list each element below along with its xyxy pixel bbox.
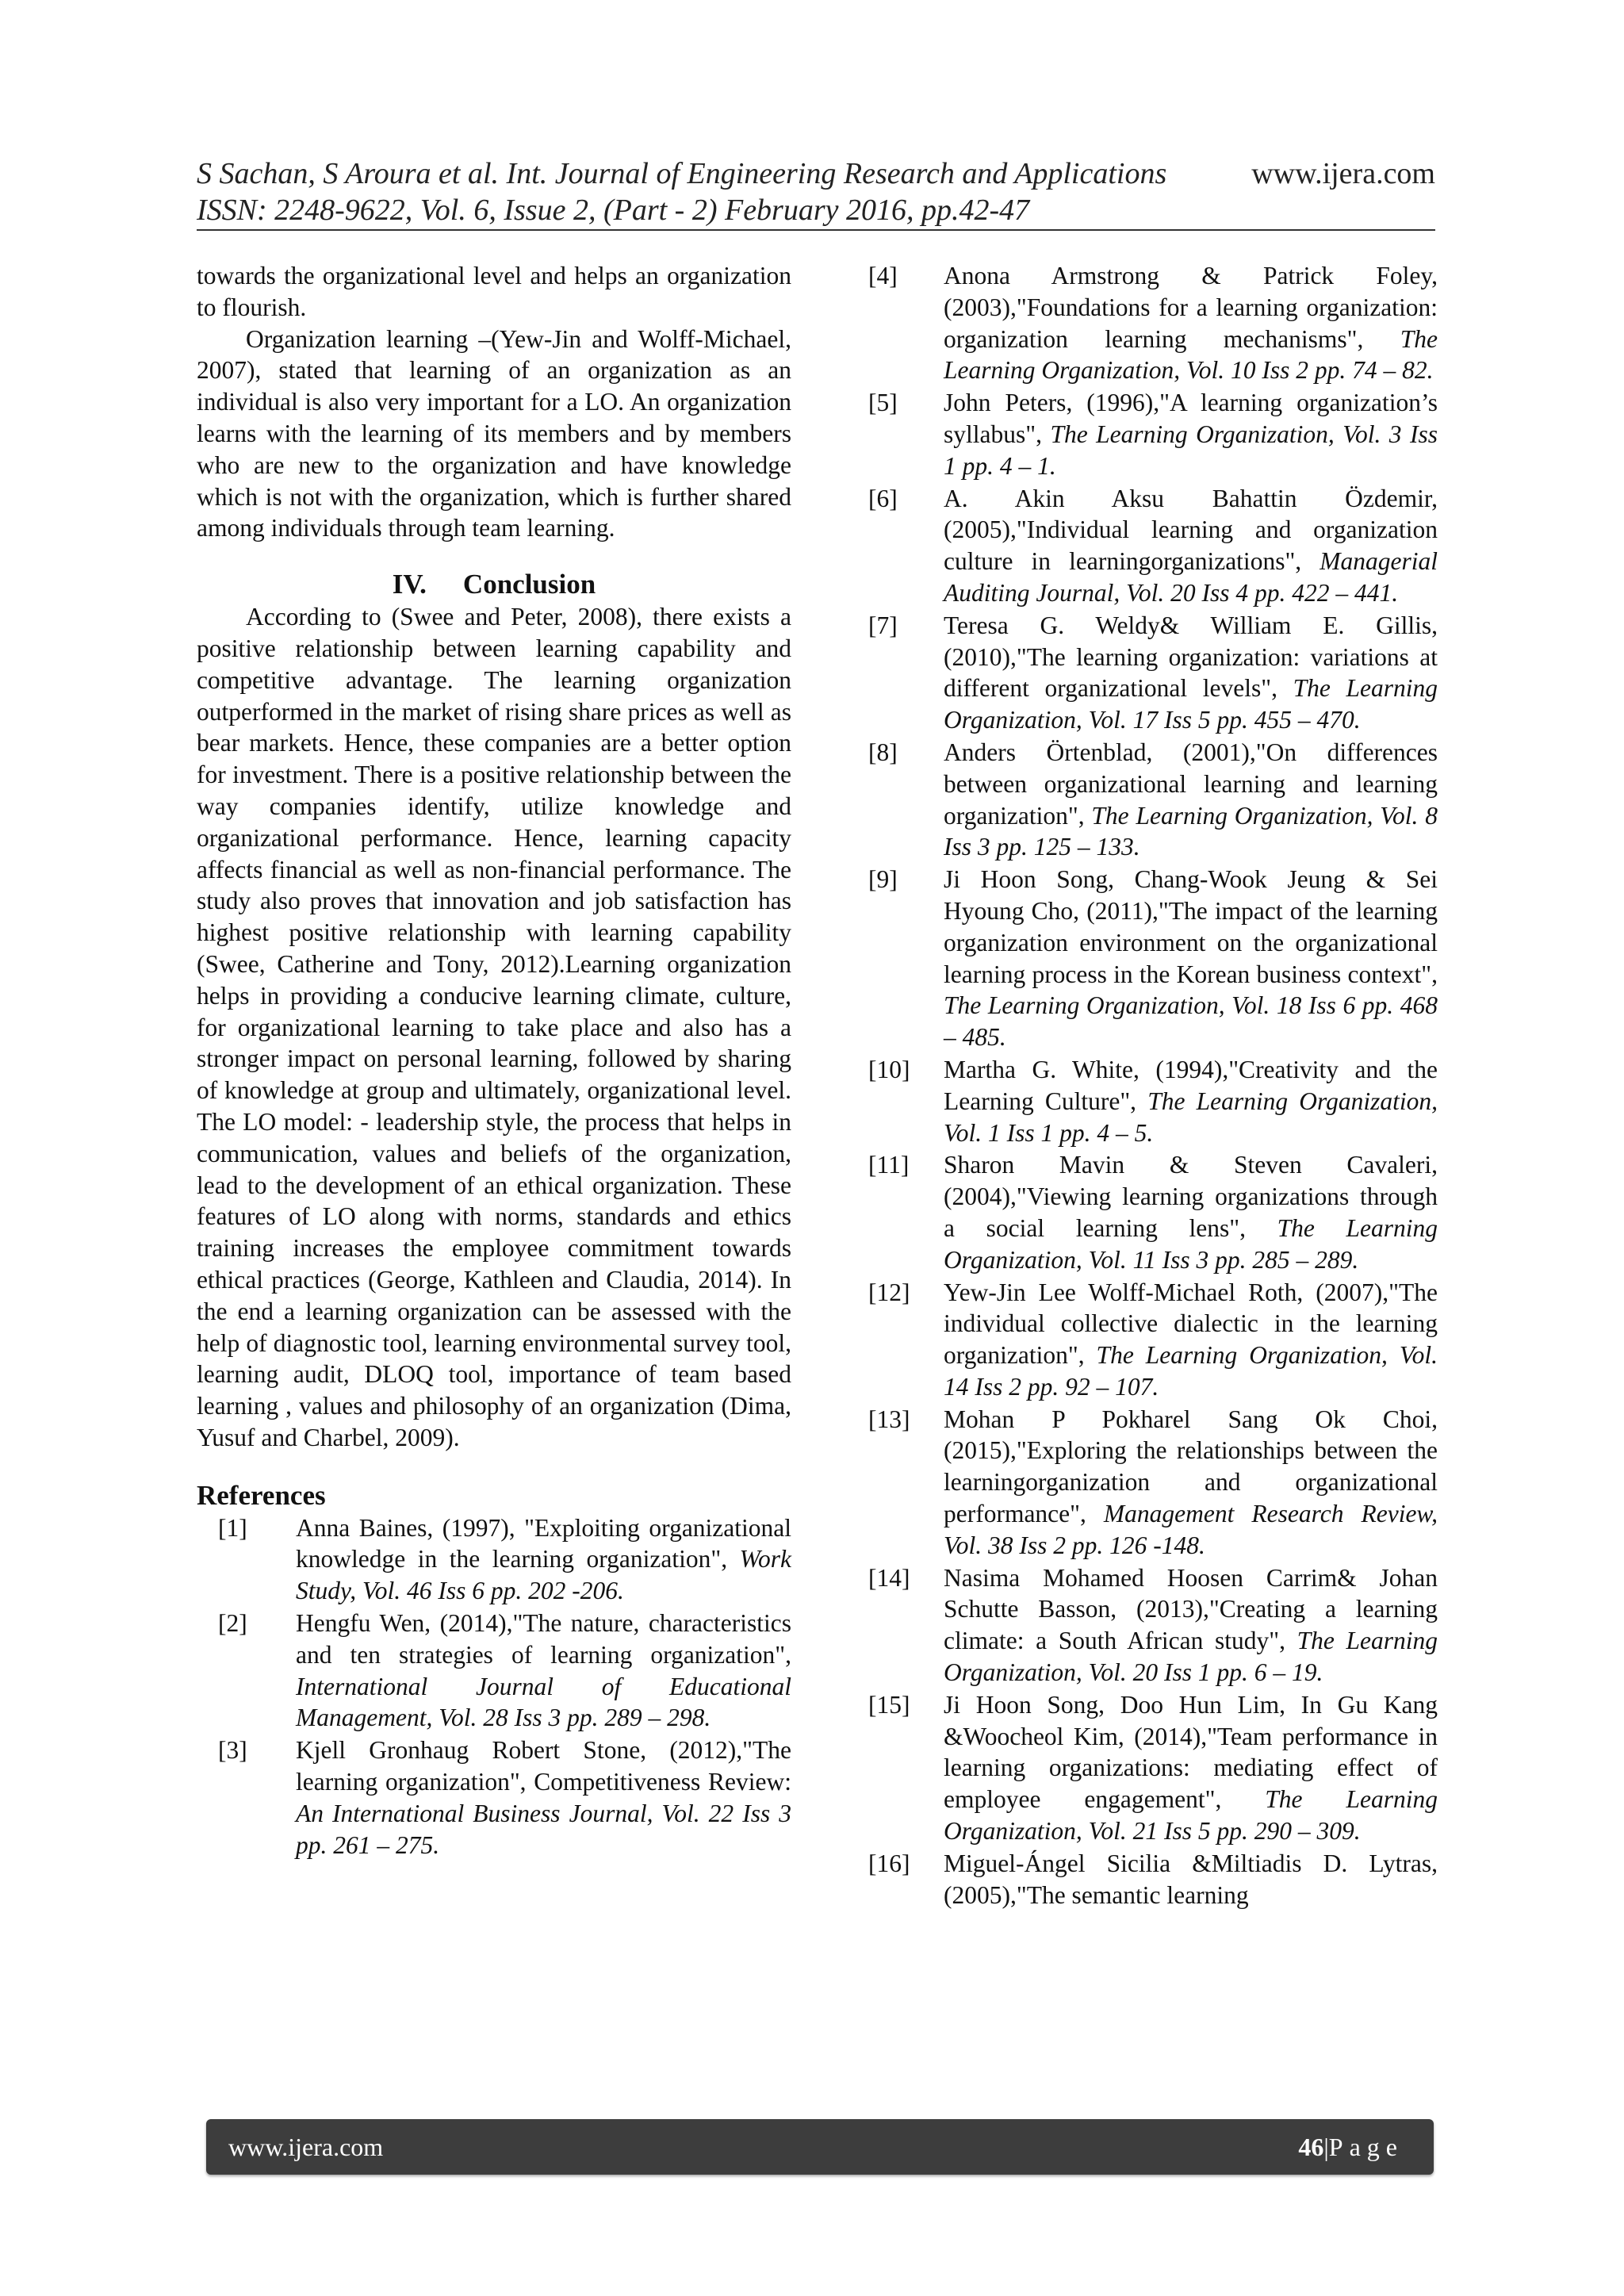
reference-source: The Learning Organization, Vol. 11 Iss 3 pp. 285 – 289. [944,1213,1438,1274]
header-divider [197,229,1435,231]
reference-entry [868,260,1438,386]
reference-number: [5] [868,389,898,417]
reference-entry [868,1848,1438,1911]
section-heading [197,568,791,601]
reference-text: Anona Armstrong & Patrick Foley, (2003),"Foundations for a learning organization: organization learning mechanisms", The Learning Organization, Vol. 10 Iss 2 pp. 74 – 82. [944,262,1438,385]
reference-number: [15] [868,1690,910,1719]
reference-text: A. Akin Aksu Bahattin Özdemir, (2005),"Individual learning and organization culture in learningorganizations", Managerial Auditing Journal, Vol. 20 Iss 4 pp. 422 – 441. [944,484,1438,607]
reference-text: Anders Örtenblad, (2001),"On differences between organizational learning and learning organization", The Learning Organization, Vol. 8 Iss 3 pp. 125 – 133. [944,738,1438,861]
issn-line: ISSN: 2248-9622, Vol. 6, Issue 2, (Part - 2) February 2016, pp.42-47 [197,194,1030,227]
reference-text: Martha G. White, (1994),"Creativity and the Learning Culture", The Learning Organization, Vol. 1 Iss 1 pp. 4 – 5. [944,1055,1438,1147]
section-title: Conclusion [462,569,596,600]
reference-source: Managerial Auditing Journal, Vol. 20 Iss 4 pp. 422 – 441. [944,547,1438,607]
reference-source: The Learning Organization, Vol. 21 Iss 5 pp. 290 – 309. [944,1785,1438,1846]
reference-text: Teresa G. Weldy& William E. Gillis, (2010),"The learning organization: variations at different organizational levels", The Learning Organization, Vol. 17 Iss 5 pp. 455 – 470. [944,611,1438,734]
reference-entry [868,864,1438,1053]
reference-entry [868,737,1438,863]
reference-number: [2] [218,1609,247,1638]
body-paragraph: Organization learning –(Yew-Jin and Wolff-Michael, 2007), stated that learning of an organization as an individual is also very important for a LO. An organization learns with the learning of its members and by members who are new to the organization and have knowledge which is not with the organization, which is further shared among individuals through team learning. [197,324,791,542]
reference-number: [8] [868,738,898,766]
reference-text: Anna Baines, (1997), "Exploiting organizational knowledge in the learning organization", Work Study, Vol. 46 Iss 6 pp. 202 -206. [296,1513,791,1605]
reference-number: [9] [868,865,898,894]
header-row-1 [197,155,1435,192]
reference-text: Sharon Mavin & Steven Cavaleri, (2004),"Viewing learning organizations through a social learning lens", The Learning Organization, Vol. 11 Iss 3 pp. 285 – 289. [944,1151,1438,1274]
reference-number: [13] [868,1405,910,1433]
reference-source: The Learning Organization, Vol. 17 Iss 5 pp. 455 – 470. [944,674,1438,734]
reference-entry [197,1512,791,1607]
reference-source: The Learning Organization, Vol. 8 Iss 3 pp. 125 – 133. [944,801,1438,861]
reference-number: [7] [868,611,898,639]
reference-number: [4] [868,262,898,289]
reference-text: Mohan P Pokharel Sang Ok Choi, (2015),"Exploring the relationships between the learningorganization and organizational performance", Management Research Review, Vol. 38 Iss 2 pp. 126 -148. [944,1405,1438,1559]
reference-text: Ji Hoon Song, Chang-Wook Jeung & Sei Hyoung Cho, (2011),"The impact of the learning organization environment on the organizational learning process in the Korean business context", The Learning Organization, Vol. 18 Iss 6 pp. 468 – 485. [944,865,1438,1052]
reference-text: Hengfu Wen, (2014),"The nature, characteristics and ten strategies of learning organization", International Journal of Educational Management, Vol. 28 Iss 3 pp. 289 – 298. [296,1609,791,1732]
reference-number: [14] [868,1563,910,1592]
journal-citation: S Sachan, S Aroura et al. Int. Journal of Engineering Research and Applications [197,157,1167,190]
reference-number: [1] [218,1513,247,1542]
body-paragraph: According to (Swee and Peter, 2008), there exists a positive relationship between learning capability and competitive advantage. The learning organization outperformed in the market of rising share prices as well as bear markets. Hence, these companies are a better option for investment. There is a positive relationship between the way companies identify, utilize knowledge and organizational performance. Hence, learning capacity affects financial as well as non-financial performance. The study also proves that innovation and job satisfaction has highest positive relationship with learning capability (Swee, Catherine and Tony, 2012).Learning organization helps in providing a conducive learning climate, culture, for organizational learning to take place and also has a stronger impact on personal learning, followed by sharing of knowledge at group and ultimately, organizational level. The LO model: - leadership style, the process that helps in communication, values and beliefs of the organization, lead to the development of an ethical organization. These features of LO along with norms, standards and ethics training increases the employee commitment towards ethical practices (George, Kathleen and Claudia, 2014). In the end a learning organization can be assessed with the help of diagnostic tool, learning environmental survey tool, learning audit, DLOQ tool, importance of team based learning , values and philosophy of an organization (Dima, Yusuf and Charbel, 2009). [197,603,791,1451]
reference-number: [16] [868,1849,910,1877]
reference-entry [197,1734,791,1861]
reference-source: Work Study, Vol. 46 Iss 6 pp. 202 -206. [296,1545,791,1605]
reference-source: The Learning Organization, Vol. 3 Iss 1 pp. 4 – 1. [944,420,1438,480]
left-column [197,260,791,1861]
page-number: 46|Page [1298,2133,1404,2161]
reference-source: International Journal of Educational Management, Vol. 28 Iss 3 pp. 289 – 298. [296,1672,791,1732]
reference-entry [868,1562,1438,1688]
reference-source: The Learning Organization, Vol. 18 Iss 6 pp. 468 – 485. [944,991,1438,1052]
reference-text: Kjell Gronhaug Robert Stone, (2012),"The learning organization", Competitiveness Review: An International Business Journal, Vol. 22 Iss 3 pp. 261 – 275. [296,1736,791,1859]
reference-source: The Learning Organization, Vol. 14 Iss 2 pp. 92 – 107. [944,1341,1438,1401]
footer-website[interactable]: www.ijera.com [228,2133,384,2161]
references-heading: References [197,1479,326,1511]
reference-entry [868,1689,1438,1847]
reference-source: The Learning Organization, Vol. 10 Iss 2 pp. 74 – 82. [944,324,1438,385]
reference-number: [11] [868,1151,910,1179]
reference-source: Management Research Review, Vol. 38 Iss 2 pp. 126 -148. [944,1500,1438,1559]
reference-entry [868,387,1438,481]
body-paragraph: towards the organizational level and helps an organization to flourish. [197,262,791,321]
reference-text: Ji Hoon Song, Doo Hun Lim, In Gu Kang &Woocheol Kim, (2014),"Team performance in learning organizations: mediating effect of employee engagement", The Learning Organization, Vol. 21 Iss 5 pp. 290 – 309. [944,1690,1438,1846]
reference-text: Yew-Jin Lee Wolff-Michael Roth, (2007),"The individual collective dialectic in the learning organization", The Learning Organization, Vol. 14 Iss 2 pp. 92 – 107. [944,1278,1438,1401]
journal-website[interactable]: www.ijera.com [1251,157,1435,190]
reference-text: Miguel-Ángel Sicilia &Miltiadis D. Lytras, (2005),"The semantic learning [944,1849,1438,1909]
reference-text: Nasima Mohamed Hoosen Carrim& Johan Schutte Basson, (2013),"Creating a learning climate: a South African study", The Learning Organization, Vol. 20 Iss 1 pp. 6 – 19. [944,1563,1438,1687]
right-column [868,260,1438,1911]
reference-entry [868,483,1438,609]
reference-entry [197,1608,791,1734]
reference-source: An International Business Journal, Vol. 22 Iss 3 pp. 261 – 275. [296,1799,791,1859]
reference-entry [868,610,1438,736]
section-number: IV. [392,569,427,600]
reference-entry [868,1404,1438,1562]
reference-source: The Learning Organization, Vol. 20 Iss 1 pp. 6 – 19. [944,1627,1438,1687]
reference-number: [12] [868,1278,910,1306]
reference-number: [6] [868,484,898,512]
reference-number: [10] [868,1055,910,1083]
running-header [197,155,1435,228]
reference-entry [868,1149,1438,1275]
reference-entry [868,1054,1438,1148]
reference-source: The Learning Organization, Vol. 1 Iss 1 pp. 4 – 5. [944,1087,1438,1147]
reference-text: John Peters, (1996),"A learning organization’s syllabus", The Learning Organization, Vol. 3 Iss 1 pp. 4 – 1. [944,389,1438,480]
reference-entry [868,1277,1438,1403]
reference-number: [3] [218,1736,247,1765]
footer-bar [206,2119,1434,2175]
